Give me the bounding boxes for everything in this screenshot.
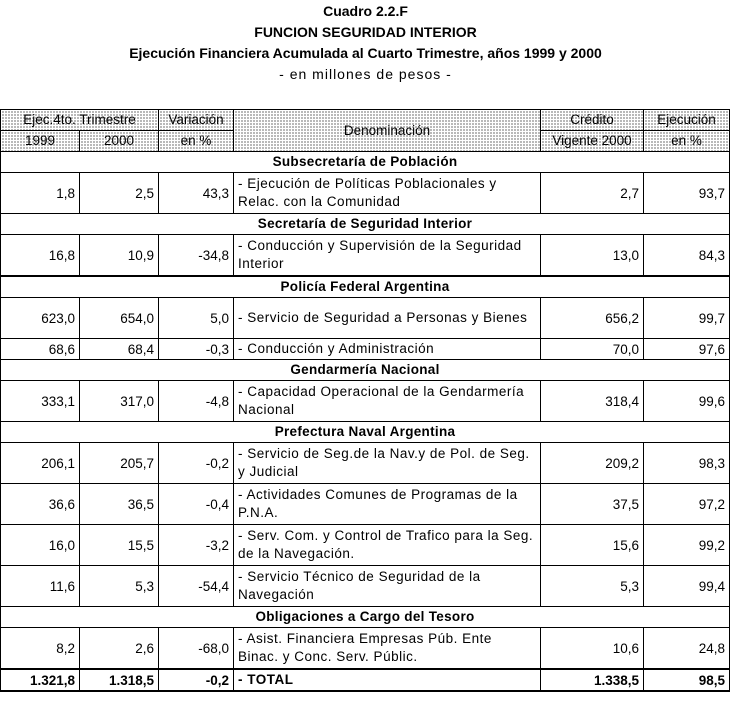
credit-2000: 209,2 bbox=[541, 443, 644, 484]
value-1999: 11,6 bbox=[1, 566, 80, 607]
table-row bbox=[1, 484, 730, 525]
denomination: - Conducción y Administración bbox=[234, 339, 541, 360]
credit-2000: 2,7 bbox=[541, 173, 644, 214]
variation-percent: -68,0 bbox=[159, 628, 234, 670]
variation-percent: 43,3 bbox=[159, 173, 234, 214]
units-subtitle: - en millones de pesos - bbox=[279, 66, 452, 82]
denomination: - Serv. Com. y Control de Trafico para la Seg. de la Navegación. bbox=[234, 525, 541, 566]
header-variacion-unit: en % bbox=[159, 131, 234, 152]
execution-percent: 24,8 bbox=[644, 628, 730, 670]
section-header-row bbox=[1, 607, 730, 628]
value-2000: 15,5 bbox=[80, 525, 159, 566]
header-year-2000: 2000 bbox=[80, 131, 159, 152]
total-label: - TOTAL bbox=[234, 669, 541, 691]
denomination: - Capacidad Operacional de la Gendarmería Nacional bbox=[234, 381, 541, 422]
execution-percent: 84,3 bbox=[644, 235, 730, 277]
header-year-1999: 1999 bbox=[1, 131, 80, 152]
header-ejecucion-unit: en % bbox=[644, 131, 730, 152]
table-body bbox=[1, 152, 730, 692]
section-header-row bbox=[1, 422, 730, 443]
table-row bbox=[1, 525, 730, 566]
header-variacion: Variación bbox=[159, 110, 234, 131]
execution-percent: 99,7 bbox=[644, 298, 730, 339]
denomination: - Asist. Financiera Empresas Púb. Ente Binac. y Conc. Serv. Públic. bbox=[234, 628, 541, 670]
execution-percent: 97,2 bbox=[644, 484, 730, 525]
table-row bbox=[1, 298, 730, 339]
credit-2000: 5,3 bbox=[541, 566, 644, 607]
value-1999: 36,6 bbox=[1, 484, 80, 525]
value-1999: 623,0 bbox=[1, 298, 80, 339]
variation-percent: -4,8 bbox=[159, 381, 234, 422]
title-block bbox=[0, 0, 731, 84]
total-execution: 98,5 bbox=[644, 669, 730, 691]
credit-2000: 70,0 bbox=[541, 339, 644, 360]
table-header bbox=[1, 110, 730, 152]
header-denominacion: Denominación bbox=[234, 110, 541, 152]
execution-percent: 97,6 bbox=[644, 339, 730, 360]
function-title: FUNCION SEGURIDAD INTERIOR bbox=[254, 24, 477, 40]
variation-percent: -0,2 bbox=[159, 443, 234, 484]
variation-percent: -0,3 bbox=[159, 339, 234, 360]
value-1999: 68,6 bbox=[1, 339, 80, 360]
section-header-row bbox=[1, 214, 730, 235]
execution-percent: 99,6 bbox=[644, 381, 730, 422]
execution-percent: 99,4 bbox=[644, 566, 730, 607]
value-2000: 36,5 bbox=[80, 484, 159, 525]
section-header-row bbox=[1, 276, 730, 298]
value-2000: 654,0 bbox=[80, 298, 159, 339]
table-row bbox=[1, 173, 730, 214]
total-1999: 1.321,8 bbox=[1, 669, 80, 691]
section-title: Secretaría de Seguridad Interior bbox=[1, 214, 730, 235]
table-row bbox=[1, 339, 730, 360]
value-1999: 1,8 bbox=[1, 173, 80, 214]
section-title: Subsecretaría de Población bbox=[1, 152, 730, 173]
credit-2000: 10,6 bbox=[541, 628, 644, 670]
table-row bbox=[1, 235, 730, 277]
denomination: - Ejecución de Políticas Poblacionales y Relac. con la Comunidad bbox=[234, 173, 541, 214]
value-1999: 16,0 bbox=[1, 525, 80, 566]
denomination: - Servicio de Seg.de la Nav.y de Pol. de Seg. y Judicial bbox=[234, 443, 541, 484]
variation-percent: -3,2 bbox=[159, 525, 234, 566]
value-2000: 2,5 bbox=[80, 173, 159, 214]
execution-percent: 99,2 bbox=[644, 525, 730, 566]
credit-2000: 37,5 bbox=[541, 484, 644, 525]
table-number: Cuadro 2.2.F bbox=[323, 3, 408, 19]
section-title: Policía Federal Argentina bbox=[1, 276, 730, 298]
value-2000: 317,0 bbox=[80, 381, 159, 422]
total-row bbox=[1, 669, 730, 691]
denomination: - Conducción y Supervisión de la Seguridad Interior bbox=[234, 235, 541, 277]
variation-percent: -34,8 bbox=[159, 235, 234, 277]
header-credito: Crédito bbox=[541, 110, 644, 131]
execution-percent: 98,3 bbox=[644, 443, 730, 484]
section-header-row bbox=[1, 360, 730, 381]
section-header-row bbox=[1, 152, 730, 173]
value-2000: 5,3 bbox=[80, 566, 159, 607]
variation-percent: 5,0 bbox=[159, 298, 234, 339]
denomination: - Servicio Técnico de Seguridad de la Navegación bbox=[234, 566, 541, 607]
credit-2000: 15,6 bbox=[541, 525, 644, 566]
report-title: Ejecución Financiera Acumulada al Cuarto Trimestre, años 1999 y 2000 bbox=[129, 45, 602, 61]
execution-percent: 93,7 bbox=[644, 173, 730, 214]
value-1999: 8,2 bbox=[1, 628, 80, 670]
credit-2000: 318,4 bbox=[541, 381, 644, 422]
header-credito-sub: Vigente 2000 bbox=[541, 131, 644, 152]
table-row bbox=[1, 566, 730, 607]
value-2000: 205,7 bbox=[80, 443, 159, 484]
section-title: Gendarmería Nacional bbox=[1, 360, 730, 381]
credit-2000: 656,2 bbox=[541, 298, 644, 339]
variation-percent: -0,4 bbox=[159, 484, 234, 525]
value-1999: 16,8 bbox=[1, 235, 80, 277]
value-2000: 2,6 bbox=[80, 628, 159, 670]
variation-percent: -54,4 bbox=[159, 566, 234, 607]
denomination: - Servicio de Seguridad a Personas y Bienes bbox=[234, 298, 541, 339]
total-variation: -0,2 bbox=[159, 669, 234, 691]
execution-table bbox=[0, 109, 730, 692]
value-1999: 206,1 bbox=[1, 443, 80, 484]
table-row bbox=[1, 628, 730, 670]
section-title: Obligaciones a Cargo del Tesoro bbox=[1, 607, 730, 628]
credit-2000: 13,0 bbox=[541, 235, 644, 277]
value-1999: 333,1 bbox=[1, 381, 80, 422]
table-row bbox=[1, 443, 730, 484]
value-2000: 68,4 bbox=[80, 339, 159, 360]
total-credit: 1.338,5 bbox=[541, 669, 644, 691]
value-2000: 10,9 bbox=[80, 235, 159, 277]
header-ejec-group: Ejec.4to. Trimestre bbox=[1, 110, 159, 131]
header-ejecucion: Ejecución bbox=[644, 110, 730, 131]
table-row bbox=[1, 381, 730, 422]
denomination: - Actividades Comunes de Programas de la P.N.A. bbox=[234, 484, 541, 525]
section-title: Prefectura Naval Argentina bbox=[1, 422, 730, 443]
total-2000: 1.318,5 bbox=[80, 669, 159, 691]
